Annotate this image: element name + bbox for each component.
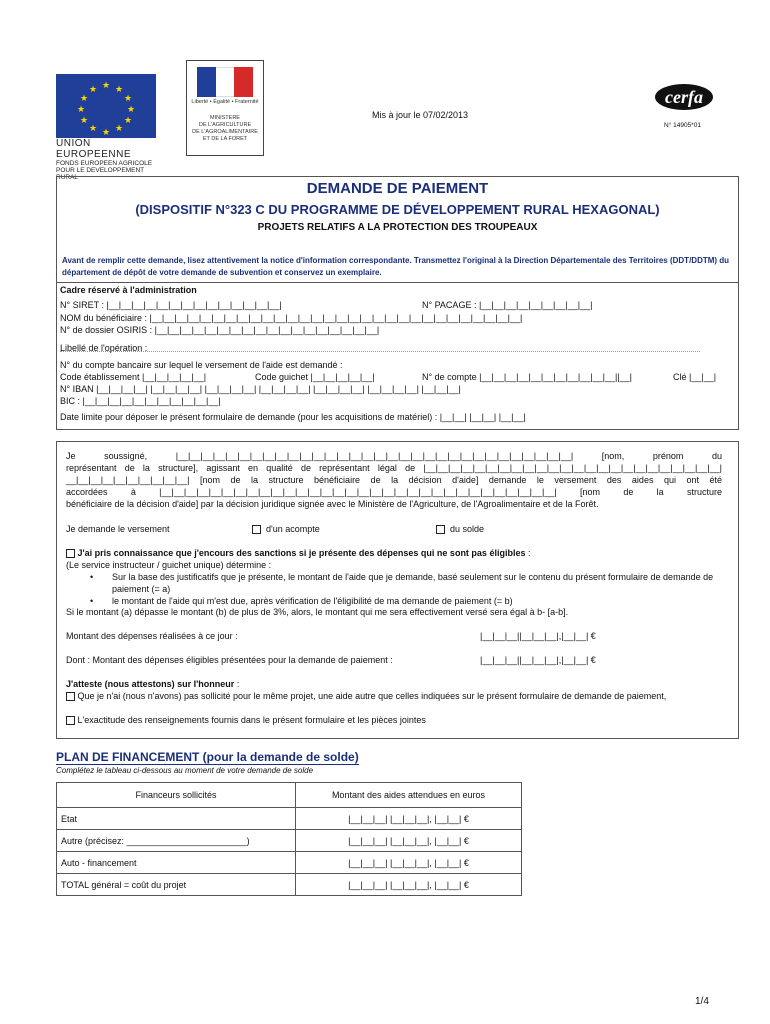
acompte-label: d'un acompte <box>266 524 320 534</box>
operation-label-field[interactable]: Libellé de l'opération : <box>60 343 148 353</box>
table-header-row <box>57 783 522 808</box>
row-value[interactable]: |__|__|__| |__|__|__|, |__|__| € <box>296 874 522 896</box>
ministry-line: ET DE LA FORET <box>202 136 248 142</box>
atteste-2-label: L'exactitude des renseignements fournis dans le présent formulaire et les pièces jointes <box>77 715 426 725</box>
svg-text:★: ★ <box>88 124 98 134</box>
osiris-field[interactable]: N° de dossier OSIRIS : |__|__|__|__|__|__|__|__|__|__|__|__|__|__|__|__|__|__| <box>60 325 380 335</box>
ministry-line: DE L'AGRICULTURE <box>198 122 252 128</box>
update-date: Mis à jour le 07/02/2013 <box>371 110 469 120</box>
sanctions-label: J'ai pris connaissance que j'encours des sanctions si je présente des dépenses qui ne sont pas éligibles <box>77 548 526 558</box>
bullet-text: le montant de l'aide qui m'est due, après vérification de l'éligibilité de ma demande de paiement (= b) <box>112 596 513 606</box>
notice-text: Avant de remplir cette demande, lisez attentivement la notice d'information correspondante. Transmettez l'original à la Direction Départementale des Territoires (DDT/DDTM) du département de dépôt de votre demande de subvention et conservez un exemplaire. <box>62 256 730 277</box>
declaration-line[interactable]: représentant de la structure], agissant en qualité de représentant légal de |__|__|__|__|__|__|__|__|__|__|__|__|__|__|__|__|__|__|__|__|__|__|__|__| <box>66 463 722 473</box>
cerfa-number: N° 14905*01 <box>664 122 701 129</box>
sanctions-option[interactable] <box>66 547 530 559</box>
account-number-field[interactable]: N° de compte |__|__|__|__|__|__|__|__|__|__|__||__| <box>422 372 632 382</box>
ministry-name <box>189 115 261 143</box>
bank-code-field[interactable]: Code établissement |__|__|__|__|__| <box>60 372 207 382</box>
eu-caption-line: UNION EUROPEENNE <box>56 138 132 160</box>
svg-text:★: ★ <box>123 94 133 104</box>
page-title: DEMANDE DE PAIEMENT <box>306 180 489 197</box>
row-label: Auto - financement <box>57 852 296 874</box>
atteste-option-2[interactable] <box>66 714 426 726</box>
row-value[interactable]: |__|__|__| |__|__|__|, |__|__| € <box>296 852 522 874</box>
svg-text:★: ★ <box>79 94 89 104</box>
pacage-field[interactable]: N° PACAGE : |__|__|__|__|__|__|__|__|__| <box>422 300 593 310</box>
solde-label: du solde <box>450 524 485 534</box>
ministry-motto: Liberté • Égalité • Fraternité <box>191 99 259 105</box>
iban-field[interactable]: N° IBAN |__|__|__|__| |__|__|__|__| |__|__|__|__| |__|__|__|__| |__|__|__|__| |__|__|__|__| |__|__|__| <box>60 384 461 394</box>
atteste-label: J'atteste (nous attestons) sur l'honneur <box>66 679 235 689</box>
ministry-line: MINISTERE <box>210 115 240 121</box>
page-subtitle: (DISPOSITIF N°323 C DU PROGRAMME DE DÉVELOPPEMENT RURAL HEXAGONAL) <box>135 202 660 217</box>
service-text: (Le service instructeur / guichet unique) détermine : <box>66 560 272 570</box>
french-flag-icon <box>197 67 253 97</box>
cerfa-logo: cerfa <box>655 84 713 110</box>
bank-account-intro: N° du compte bancaire sur lequel le versement de l'aide est demandé : <box>60 360 343 370</box>
atteste-option-1[interactable] <box>66 690 722 702</box>
table-row <box>57 874 522 896</box>
svg-text:★: ★ <box>114 124 124 134</box>
admin-heading: Cadre réservé à l'administration <box>60 285 197 295</box>
bic-field[interactable]: BIC : |__|__|__|__|__|__|__|__|__|__|__| <box>60 396 221 406</box>
table-header: Financeurs sollicités <box>57 783 296 808</box>
svg-text:★: ★ <box>114 85 124 95</box>
payment-request-label: Je demande le versement <box>66 524 170 534</box>
atteste-colon: : <box>234 679 240 689</box>
siret-field[interactable]: N° SIRET : |__|__|__|__|__|__|__|__|__|__|__|__|__|__| <box>60 300 282 310</box>
plan-title: PLAN DE FINANCEMENT (pour la demande de solde) <box>56 750 359 764</box>
declaration-line[interactable]: Je soussigné, |__|__|__|__|__|__|__|__|__|__|__|__|__|__|__|__|__|__|__|__|__|__|__|__|__|__|__|__|__|__|__|__| [nom, prénom du <box>66 451 722 461</box>
table-row <box>57 808 522 830</box>
montant-label: Montant des dépenses réalisées à ce jour : <box>66 631 238 641</box>
row-label: Etat <box>57 808 296 830</box>
atteste-1-checkbox[interactable] <box>66 692 75 701</box>
sanctions-colon: : <box>525 548 531 558</box>
page-number: 1/4 <box>695 996 709 1007</box>
page-subtitle-2: PROJETS RELATIFS A LA PROTECTION DES TROUPEAUX <box>257 222 538 233</box>
bullet-item-1 <box>90 571 722 595</box>
solde-checkbox[interactable] <box>436 525 445 534</box>
branch-code-field[interactable]: Code guichet |__|__|__|__|__| <box>255 372 375 382</box>
dotted-line <box>60 351 700 352</box>
svg-text:★: ★ <box>79 116 89 126</box>
bullet-text: Sur la base des justificatifs que je présente, le montant de l'aide que je demande, basé seulement sur le contenu du présent formulaire de demande de paiement (= a) <box>112 572 714 594</box>
atteste-2-checkbox[interactable] <box>66 716 75 725</box>
row-label: TOTAL général = coût du projet <box>57 874 296 896</box>
financing-table <box>56 782 522 896</box>
row-label[interactable]: Autre (précisez: ________________________) <box>57 830 296 852</box>
plan-subtitle: Complétez le tableau ci-dessous au moment de votre demande de solde <box>56 766 314 775</box>
solde-option[interactable] <box>436 523 484 535</box>
ministry-logo <box>186 60 264 156</box>
divider <box>56 282 739 283</box>
beneficiary-name-field[interactable]: NOM du bénéficiaire : |__|__|__|__|__|__|__|__|__|__|__|__|__|__|__|__|__|__|__|__|__|__|__|__|__|__|__|__|__|__| <box>60 313 523 323</box>
ministry-line: DE L'AGROALIMENTAIRE <box>192 129 258 135</box>
dont-field[interactable]: |__|__|__||__|__|__|,|__|__| € <box>480 655 596 665</box>
montant-field[interactable]: |__|__|__||__|__|__|,|__|__| € <box>480 631 596 641</box>
sanctions-checkbox[interactable] <box>66 549 75 558</box>
row-value[interactable]: |__|__|__| |__|__|__|, |__|__| € <box>296 830 522 852</box>
key-field[interactable]: Clé |__|__| <box>673 372 717 382</box>
table-header: Montant des aides attendues en euros <box>296 783 522 808</box>
svg-text:★: ★ <box>101 128 111 138</box>
svg-text:★: ★ <box>123 116 133 126</box>
svg-text:★: ★ <box>88 85 98 95</box>
svg-text:★: ★ <box>76 105 86 115</box>
atteste-heading <box>66 678 239 690</box>
atteste-1-label: Que je n'ai (nous n'avons) pas sollicité pour le même projet, une aide autre que celles indiquées sur le présent formulaire de demande de paiement, <box>77 691 667 701</box>
eu-flag-logo <box>56 74 156 138</box>
declaration-line[interactable]: __|__|__|__|__|__|__|__|__|__| [nom de la structure bénéficiaire de la décision d'aide] demande le versement des aides qui ont été <box>66 475 722 485</box>
bullet-icon: • <box>90 596 94 606</box>
svg-text:★: ★ <box>126 105 136 115</box>
eu-caption <box>56 138 166 181</box>
eu-caption-line: FONDS EUROPEEN AGRICOLE <box>56 160 153 167</box>
declaration-line[interactable]: accordées à |__|__|__|__|__|__|__|__|__|__|__|__|__|__|__|__|__|__|__|__|__|__|__|__|__|__|__|__|__|__|__|__| [nom de la structure <box>66 487 722 497</box>
eu-caption-line: POUR LE DEVELOPPEMENT RURAL <box>56 167 145 181</box>
dont-label: Dont : Montant des dépenses éligibles présentées pour la demande de paiement : <box>66 655 393 665</box>
deadline-field[interactable]: Date limite pour déposer le présent formulaire de demande (pour les acquisitions de matériel) : |__|__| |__|__| |__|__| <box>60 412 526 422</box>
declaration-line: bénéficiaire de la décision d'aide] par la décision juridique signée avec le Ministère de l'Agriculture, de l'Agroalimentaire et de la Forêt. <box>66 499 599 509</box>
table-row <box>57 830 522 852</box>
depasse-text: Si le montant (a) dépasse le montant (b) de plus de 3%, alors, le montant qui me sera effectivement versé sera égal à b- [a-b]. <box>66 607 569 617</box>
row-value[interactable]: |__|__|__| |__|__|__|, |__|__| € <box>296 808 522 830</box>
bullet-icon: • <box>90 572 94 582</box>
acompte-checkbox[interactable] <box>252 525 261 534</box>
svg-text:★: ★ <box>101 81 111 91</box>
acompte-option[interactable] <box>252 523 320 535</box>
table-row <box>57 852 522 874</box>
